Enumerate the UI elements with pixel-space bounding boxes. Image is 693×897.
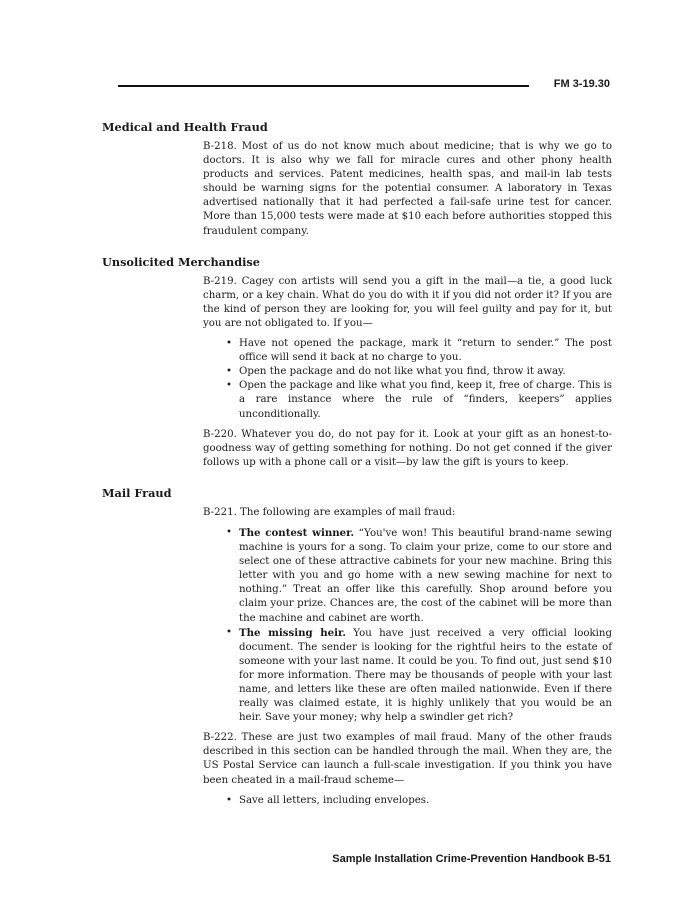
page-body xyxy=(102,120,612,814)
list-item-term: The missing heir. xyxy=(239,626,346,639)
heading-mail-fraud: Mail Fraud xyxy=(102,485,172,500)
bullet-icon: • xyxy=(226,794,233,806)
bullet-icon: • xyxy=(226,626,233,638)
paragraph-b-219: B-219. Cagey con artists will send you a gift in the mail—a tie, a good luck charm, or a key chain. What do you do with it if you did not order it? If you are the kind of person they are looking for, you will feel guilty and pay for it, but you are not obligated to. If you— xyxy=(203,275,612,329)
list-item-term: The contest winner. xyxy=(239,526,355,539)
list-item-text: Save all letters, including envelopes. xyxy=(239,794,430,806)
list-item-text: You have just received a very official looking document. The sender is looking for the rightful heirs to the estate of someone with your last name. It could be you. To find out, just send $10 for more information. There may be thousands of people with your last name, and letters like these are often mailed nationwide. Even if there really was claimed estate, it is highly unlikely that you would be an heir. Save your money; why help a swindler get rich? xyxy=(239,627,612,724)
mail-fraud-bullet-list xyxy=(203,526,612,725)
list-item xyxy=(203,794,612,808)
list-item-text: Open the package and do not like what you find, throw it away. xyxy=(239,366,566,378)
paragraph-b-222: B-222. These are just two examples of mail fraud. Many of the other frauds described in this section can be handled through the mail. When they are, the US Postal Service can launch a full-scale investigation. If you think you have been cheated in a mail-fraud scheme— xyxy=(203,732,612,786)
bullet-icon: • xyxy=(226,526,233,538)
paragraph-b-218: B-218. Most of us do not know much about medicine; that is why we go to doctors. It is also why we fall for miracle cures and other phony health products and services. Patent medicines, health spas, and mail-in lab tests should be warning signs for the potential consumer. A laboratory in Texas advertised nationally that it had perfected a fail-safe urine test for cancer. More than 15,000 tests were made at $10 each before authorities stopped this fraudulent company. xyxy=(203,141,612,237)
mail-fraud-action-list xyxy=(203,794,612,808)
list-item xyxy=(203,526,612,626)
header-rule xyxy=(118,85,529,87)
paragraph-b-221: B-221. The following are examples of mail fraud: xyxy=(203,506,456,518)
list-item xyxy=(203,337,612,365)
list-item xyxy=(203,626,612,726)
list-item-text: Have not opened the package, mark it “return to sender.” The post office will send it back at no charge to you. xyxy=(239,338,612,364)
bullet-icon: • xyxy=(226,380,233,392)
bullet-icon: • xyxy=(226,338,233,350)
paragraph-b-220: B-220. Whatever you do, do not pay for it. Look at your gift as an honest-to-goodness way of getting something for nothing. Do not get conned if the giver follows up with a phone call or a visit—by law the gift is yours to keep. xyxy=(203,428,612,468)
heading-unsolicited-merchandise: Unsolicited Merchandise xyxy=(102,254,260,269)
list-item-text: Open the package and like what you find, keep it, free of charge. This is a rare instance where the rule of “finders, keepers” applies unconditionally. xyxy=(239,380,612,420)
list-item-text: “You've won! This beautiful brand-name sewing machine is yours for a song. To claim your prize, come to our store and select one of these attractive cabinets for your new machine. Bring this letter with you and go home with a new sewing machine for next to nothing.” Treat an offer like this carefully. Shop around before you claim your prize. Chances are, the cost of the cabinet will be more than the machine and cabinet are worth. xyxy=(239,527,612,624)
heading-medical-health-fraud: Medical and Health Fraud xyxy=(102,120,268,134)
list-item xyxy=(203,365,612,379)
unsolicited-bullet-list xyxy=(203,337,612,422)
header-code: FM 3-19.30 xyxy=(553,78,610,90)
page-footer: Sample Installation Crime-Prevention Handbook B-51 xyxy=(332,853,611,865)
list-item xyxy=(203,379,612,421)
bullet-icon: • xyxy=(226,366,233,378)
